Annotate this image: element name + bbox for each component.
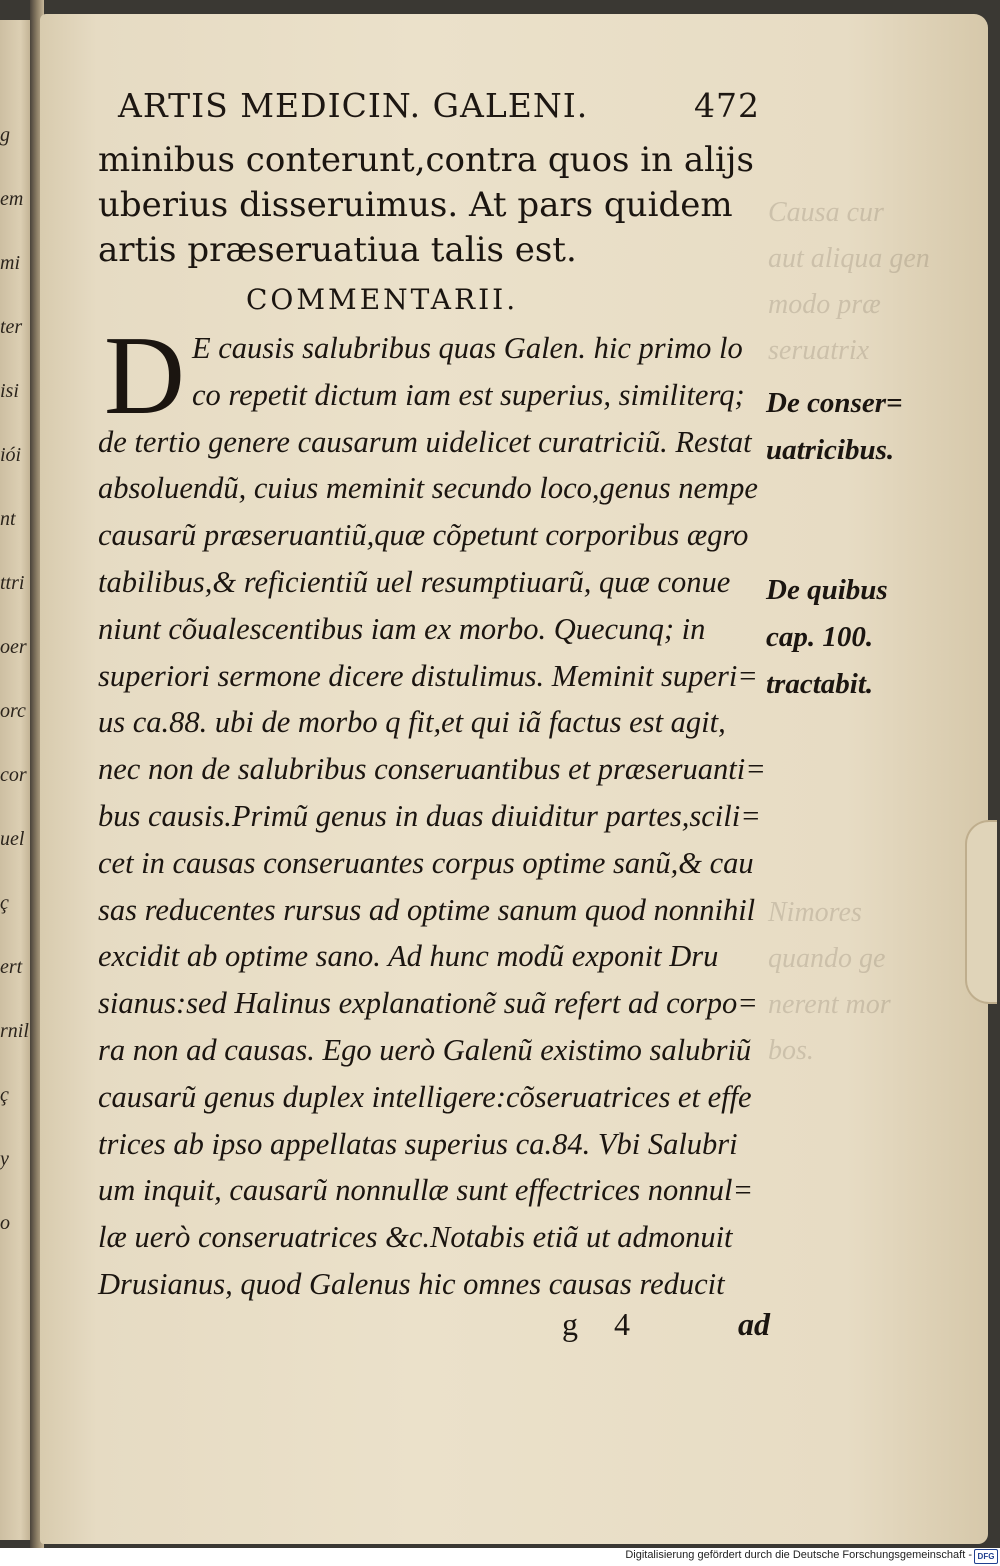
running-title: ARTIS MEDICIN. GALENI. [118,86,589,125]
commentary-line: nec non de salubribus conseruantibus et præseruanti= [98,752,766,787]
commentary-line: superiori sermone dicere distulimus. Meminit superi= [98,658,758,693]
bleed-through-line: seruatrix [768,335,870,366]
main-text-line: minibus conterunt,contra quos in alijs [98,140,754,180]
commentary-line: ra non ad causas. Ego uerò Galenũ existimo salubriũ [98,1032,752,1067]
catchline [562,1306,770,1343]
signature-mark: g 4 [562,1306,644,1342]
previous-page-fragment: em [0,188,24,210]
previous-page-fragment: ç [0,1084,9,1106]
previous-page-fragment: cor [0,764,27,786]
previous-page-fragment: ttri [0,572,25,594]
commentary-line: niunt cõualescentibus iam ex morbo. Quecunq; in [98,611,706,646]
commentary-line: sas reducentes rursus ad optime sanum quod nonnihil [98,892,756,927]
previous-page-fragment: iói [0,444,22,466]
commentary-line: us ca.88. ubi de morbo q fit,et qui iã factus est agit, [98,705,726,740]
previous-page-fragment: ç [0,892,9,914]
commentary-line: co repetit dictum iam est superius, similiterq; [192,377,745,412]
commentary-line: causarũ præseruantiũ,quæ cõpetunt corporibus ægro [98,518,749,553]
previous-page-fragment: oer [0,636,27,658]
bleed-through-line: Nimores [768,897,862,928]
commentary-line: cet in causas conseruantes corpus optime sanũ,& cau [98,845,754,880]
bleed-through-line: modo præ [768,289,881,320]
page-edge-tab [965,820,997,1004]
commentary-line: sianus:sed Halinus explanationẽ suã refert ad corpo= [98,986,758,1021]
marginal-note-line: cap. 100. [766,620,874,653]
previous-page-fragment: y [0,1148,9,1170]
marginal-note-line: De quibus [766,574,888,607]
commentary-heading: COMMENTARII. [246,283,519,316]
previous-page-fragments [0,110,34,1262]
commentary-line: E causis salubribus quas Galen. hic primo lo [192,331,743,365]
commentary-line: bus causis.Primũ genus in duas diuiditur partes,scili= [98,798,761,833]
folio-number: 472 [694,86,760,125]
catchword: ad [738,1306,770,1342]
previous-page-fragment: ert [0,956,23,978]
bleed-through-line: quando ge [768,943,886,974]
commentary-line: de tertio genere causarum uidelicet curatriciũ. Restat [98,424,752,459]
previous-page-fragment: uel [0,828,25,850]
marginal-note-line: tractabit. [766,667,874,700]
marginal-notes [766,380,966,708]
previous-page-fragment: o [0,1212,10,1234]
main-text [98,138,778,273]
commentary-text [98,314,778,1308]
commentary-line: excidit ab optime sano. Ad hunc modũ exponit Dru [98,939,719,974]
commentary-line: um inquit, causarũ nonnullæ sunt effectrices nonnul= [98,1173,754,1208]
dfg-logo: DFG [974,1549,998,1564]
commentary-line: læ uerò conseruatrices &c.Notabis etiã ut admonuit [98,1220,733,1255]
previous-page-edge [0,20,34,1540]
commentary-line: trices ab ipso appellatas superius ca.84. Vbi Salubri [98,1126,738,1161]
main-text-line: uberius disseruimus. At pars quidem [98,185,733,225]
bleed-through-line: aut aliqua gen [768,243,930,274]
commentary-line: tabilibus,& reficientiũ uel resumptiuarũ, quæ conue [98,564,731,599]
commentary-line: causarũ genus duplex intelligere:cõseruatrices et effe [98,1079,752,1114]
digitization-credit: Digitalisierung gefördert durch die Deutsche Forschungsgemeinschaft - [625,1549,972,1561]
marginal-note-line: De conser= [766,387,903,419]
previous-page-fragment: g [0,124,10,146]
previous-page-fragment: rnil [0,1020,29,1042]
main-text-line: artis præseruatiua talis est. [98,230,577,270]
previous-page-fragment: isi [0,380,19,402]
bleed-through-line: Causa cur [768,197,884,228]
previous-page-fragment: orc [0,700,26,722]
previous-page-fragment: ter [0,316,23,338]
commentary-line: absoluendũ, cuius meminit secundo loco,genus nempe [98,471,758,506]
bleed-through-line: nerent mor [768,989,891,1020]
commentary-line: Drusianus, quod Galenus hic omnes causas reducit [98,1266,725,1301]
drop-cap-initial: D [104,314,185,438]
previous-page-fragment: nt [0,508,16,530]
previous-page-fragment: mi [0,252,20,274]
marginal-note-line: uatricibus. [766,433,895,466]
running-header [118,86,778,125]
bleed-through-line: bos. [768,1035,814,1066]
